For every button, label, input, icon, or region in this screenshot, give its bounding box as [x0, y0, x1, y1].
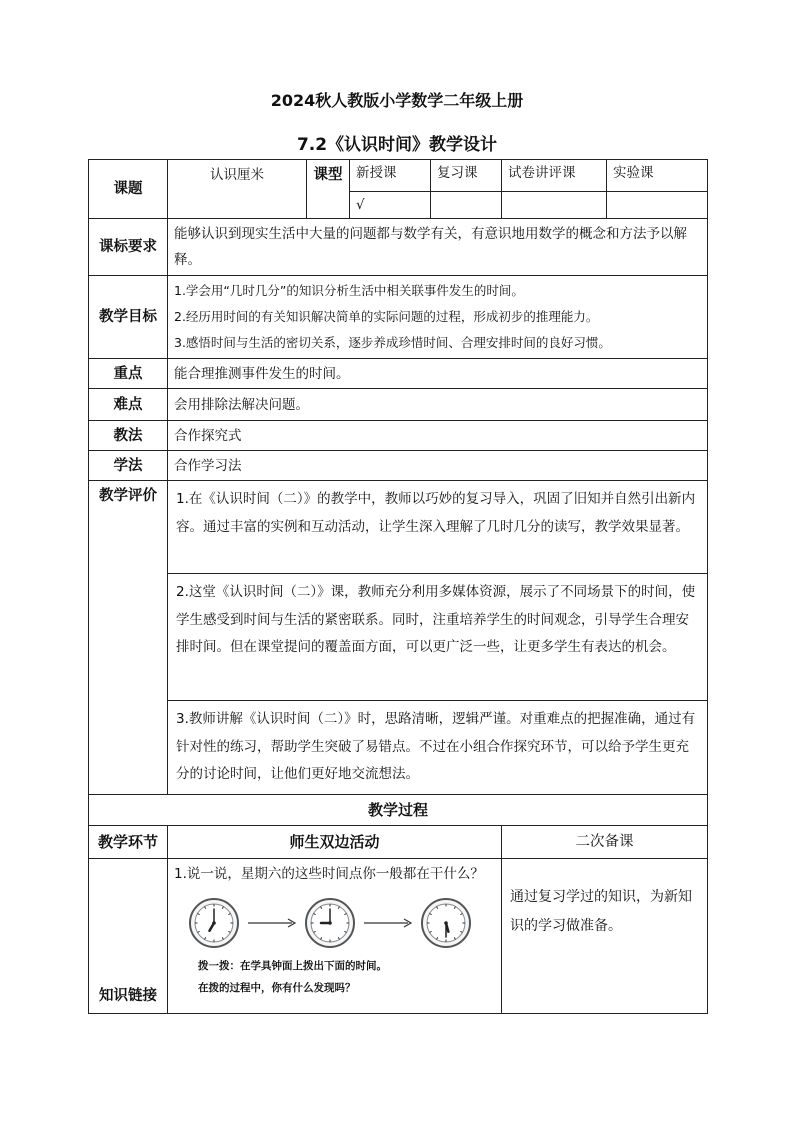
clock-icon — [420, 897, 472, 949]
eval-item-1: 1.在《认识时间（二）》的教学中，教师以巧妙的复习导入，巩固了旧知并自然引出新内容。通过丰富的实例和互动活动，让学生深入理解了几时几分的读写，教学效果显著。 — [168, 481, 708, 574]
arrow-right-icon — [364, 916, 412, 930]
key-text: 能合理推测事件发生的时间。 — [168, 359, 708, 389]
link-label: 知识链接 — [89, 858, 168, 1013]
teach-method-text: 合作探究式 — [168, 421, 708, 451]
process-header-activity: 师生双边活动 — [168, 825, 502, 858]
activity-note-2: 在拨的过程中，你有什么发现吗？ — [198, 981, 356, 994]
clock-sequence — [188, 897, 495, 949]
topic-label: 课题 — [89, 160, 168, 219]
goal-item: 2.经历用时间的有关知识解决简单的实际问题的过程，形成初步的推理能力。 — [174, 309, 599, 324]
type-review: 复习课 — [431, 160, 502, 192]
learn-method-text: 合作学习法 — [168, 451, 708, 481]
type-check-lab — [607, 192, 708, 219]
activity-text: 1.说一说，星期六的这些时间点你一般都在干什么？ — [174, 865, 484, 882]
process-title: 教学过程 — [89, 794, 708, 825]
difficulty-text: 会用排除法解决问题。 — [168, 389, 708, 421]
process-header-backup: 二次备课 — [502, 825, 708, 858]
eval-item-2: 2.这堂《认识时间（二）》课，教师充分利用多媒体资源，展示了不同场景下的时间，使学生感受到时间与生活的紧密联系。同时，注重培养学生的时间观念，引导学生合理安排时间。但在课堂提问的覆盖面方面，可以更广泛一些，让更多学生有表达的机会。 — [168, 574, 708, 701]
type-check-review — [431, 192, 502, 219]
key-label: 重点 — [89, 359, 168, 389]
learn-method-label: 学法 — [89, 451, 168, 481]
type-label: 课型 — [307, 160, 350, 219]
standard-text: 能够认识到现实生活中大量的问题都与数学有关，有意识地用数学的概念和方法予以解释。 — [168, 219, 708, 276]
type-check-new: √ — [350, 192, 431, 219]
goal-item: 1.学会用“几时几分”的知识分析生活中相关联事件发生的时间。 — [174, 283, 524, 298]
type-new: 新授课 — [350, 160, 431, 192]
clock-icon — [304, 897, 356, 949]
type-exam: 试卷讲评课 — [502, 160, 607, 192]
teach-method-label: 教法 — [89, 421, 168, 451]
topic-value: 认识厘米 — [168, 160, 307, 219]
type-check-exam — [502, 192, 607, 219]
eval-label: 教学评价 — [89, 481, 168, 795]
goals-label: 教学目标 — [89, 276, 168, 359]
backup-text: 通过复习学过的知识，为新知识的学习做准备。 — [502, 858, 708, 1013]
eval-item-3: 3.教师讲解《认识时间（二）》时，思路清晰，逻辑严谨。对重难点的把握准确，通过有针对性的练习，帮助学生突破了易错点。不过在小组合作探究环节，可以给予学生更充分的讨论时间，让他们更好地交流想法。 — [168, 701, 708, 795]
document-subtitle: 7.2《认识时间》教学设计 — [296, 135, 498, 155]
lesson-plan-table — [88, 159, 708, 1014]
document-title: 2024秋人教版小学数学二年级上册 — [270, 91, 524, 110]
goal-item: 3.感悟时间与生活的密切关系，逐步养成珍惜时间、合理安排时间的良好习惯。 — [174, 335, 611, 350]
clock-icon — [188, 897, 240, 949]
process-header-stage: 教学环节 — [89, 825, 168, 858]
activity-note-1: 拨一拨：在学具钟面上拨出下面的时间。 — [198, 959, 387, 972]
standard-label: 课标要求 — [89, 219, 168, 276]
type-lab: 实验课 — [607, 160, 708, 192]
arrow-right-icon — [248, 916, 296, 930]
difficulty-label: 难点 — [89, 389, 168, 421]
